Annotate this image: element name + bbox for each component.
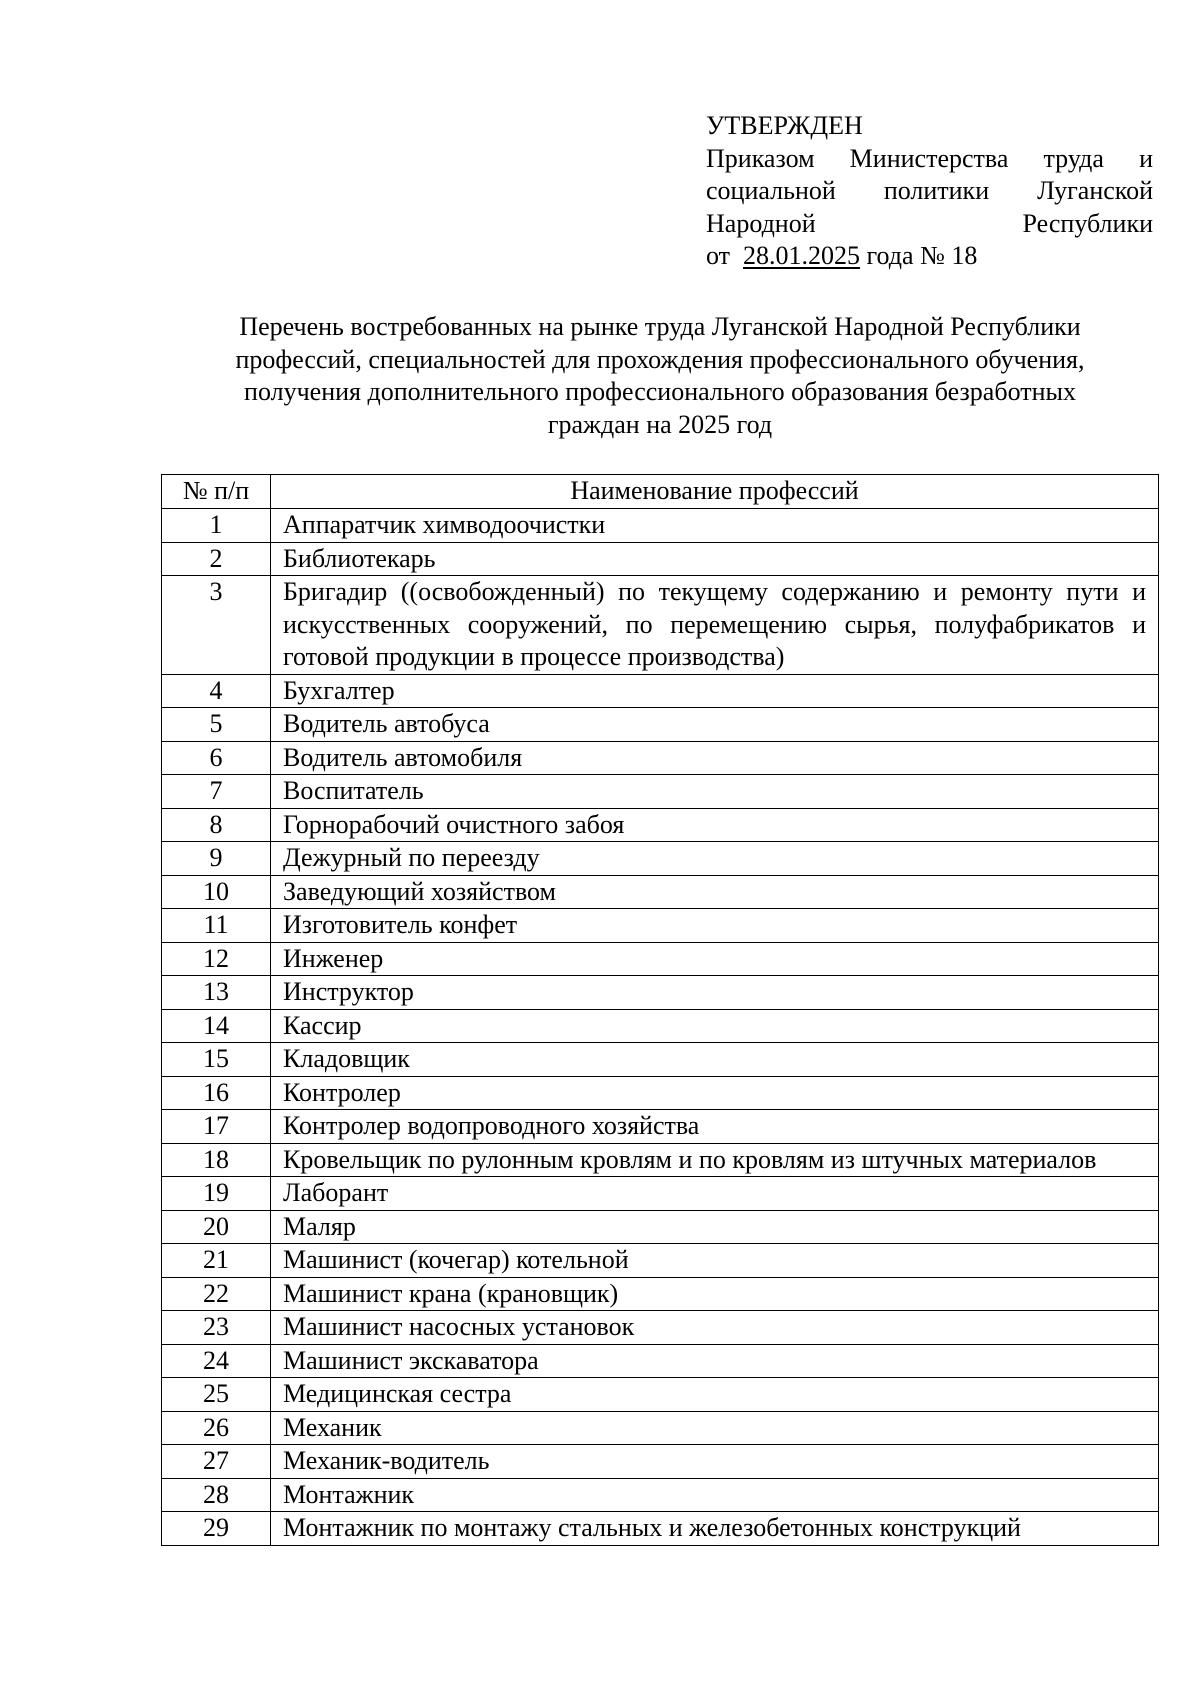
- profession-name: Горнорабочий очистного забоя: [271, 808, 1159, 842]
- row-number: 17: [162, 1110, 271, 1144]
- row-number: 25: [162, 1378, 271, 1412]
- professions-table: [161, 474, 1159, 1546]
- table-row: [162, 1478, 1159, 1512]
- table-row: [162, 842, 1159, 876]
- table-row: [162, 576, 1159, 675]
- row-number: 19: [162, 1177, 271, 1211]
- table-row: [162, 741, 1159, 775]
- row-number: 10: [162, 875, 271, 909]
- table-row: [162, 1110, 1159, 1144]
- table-row: [162, 542, 1159, 576]
- row-number: 26: [162, 1411, 271, 1445]
- profession-name: Водитель автомобиля: [271, 741, 1159, 775]
- row-number: 5: [162, 708, 271, 742]
- table-row: [162, 1009, 1159, 1043]
- row-number: 3: [162, 576, 271, 675]
- table-row: [162, 976, 1159, 1010]
- approval-stamp: [706, 110, 1153, 273]
- profession-name: Монтажник: [271, 1478, 1159, 1512]
- row-number: 9: [162, 842, 271, 876]
- profession-name: Контролер водопроводного хозяйства: [271, 1110, 1159, 1144]
- row-number: 7: [162, 775, 271, 809]
- approval-heading: УТВЕРЖДЕН: [706, 111, 863, 140]
- table-row: [162, 1445, 1159, 1479]
- profession-name: Кассир: [271, 1009, 1159, 1043]
- row-number: 29: [162, 1512, 271, 1546]
- profession-name: Машинист крана (крановщик): [271, 1277, 1159, 1311]
- profession-name: Бригадир ((освобожденный) по текущему содержанию и ремонту пути и искусственных сооружений, по перемещению сырья, полуфабрикатов и готовой продукции в процессе производства): [271, 576, 1159, 675]
- profession-name: Бухгалтер: [271, 674, 1159, 708]
- row-number: 27: [162, 1445, 271, 1479]
- approval-date: 28.01.2025: [743, 241, 861, 270]
- row-number: 22: [162, 1277, 271, 1311]
- row-number: 14: [162, 1009, 271, 1043]
- profession-name: Инженер: [271, 942, 1159, 976]
- table-row: [162, 1143, 1159, 1177]
- row-number: 15: [162, 1043, 271, 1077]
- approval-order-number: года № 18: [866, 241, 978, 270]
- title-line: профессий, специальностей для прохождения профессионального обучения,: [235, 344, 1085, 374]
- profession-name: Монтажник по монтажу стальных и железобетонных конструкций: [271, 1512, 1159, 1546]
- profession-name: Изготовитель конфет: [271, 909, 1159, 943]
- row-number: 24: [162, 1344, 271, 1378]
- row-number: 20: [162, 1210, 271, 1244]
- table-row: [162, 1378, 1159, 1412]
- table-row: [162, 1512, 1159, 1546]
- table-row: [162, 875, 1159, 909]
- profession-name: Кладовщик: [271, 1043, 1159, 1077]
- column-header-profession: Наименование профессий: [271, 475, 1159, 509]
- document-title: [160, 311, 1160, 441]
- table-row: [162, 1043, 1159, 1077]
- table-row: [162, 708, 1159, 742]
- row-number: 16: [162, 1076, 271, 1110]
- row-number: 13: [162, 976, 271, 1010]
- profession-name: Дежурный по переезду: [271, 842, 1159, 876]
- table-row: [162, 1277, 1159, 1311]
- table-header-row: [162, 475, 1159, 509]
- column-header-number: № п/п: [162, 475, 271, 509]
- table-row: [162, 1076, 1159, 1110]
- row-number: 2: [162, 542, 271, 576]
- approval-date-prefix: от: [706, 241, 731, 270]
- profession-name: Маляр: [271, 1210, 1159, 1244]
- table-row: [162, 674, 1159, 708]
- profession-name: Инструктор: [271, 976, 1159, 1010]
- title-line: получения дополнительного профессионального образования безработных: [244, 377, 1076, 406]
- row-number: 8: [162, 808, 271, 842]
- profession-name: Машинист (кочегар) котельной: [271, 1244, 1159, 1278]
- profession-name: Контролер: [271, 1076, 1159, 1110]
- table-row: [162, 775, 1159, 809]
- row-number: 11: [162, 909, 271, 943]
- table-row: [162, 909, 1159, 943]
- row-number: 23: [162, 1311, 271, 1345]
- row-number: 1: [162, 509, 271, 543]
- table-row: [162, 1210, 1159, 1244]
- profession-name: Машинист насосных установок: [271, 1311, 1159, 1345]
- row-number: 21: [162, 1244, 271, 1278]
- profession-name: Библиотекарь: [271, 542, 1159, 576]
- profession-name: Заведующий хозяйством: [271, 875, 1159, 909]
- table-row: [162, 1344, 1159, 1378]
- profession-name: Кровельщик по рулонным кровлям и по кровлям из штучных материалов: [271, 1143, 1159, 1177]
- title-line: Перечень востребованных на рынке труда Луганской Народной Республики: [239, 312, 1081, 341]
- profession-name: Машинист экскаватора: [271, 1344, 1159, 1378]
- table-row: [162, 509, 1159, 543]
- profession-name: Аппаратчик химводоочистки: [271, 509, 1159, 543]
- table-row: [162, 1311, 1159, 1345]
- title-line: граждан на 2025 год: [547, 409, 773, 439]
- row-number: 6: [162, 741, 271, 775]
- profession-name: Воспитатель: [271, 775, 1159, 809]
- profession-name: Водитель автобуса: [271, 708, 1159, 742]
- table-row: [162, 808, 1159, 842]
- approval-date-line: [706, 240, 1153, 273]
- profession-name: Медицинская сестра: [271, 1378, 1159, 1412]
- row-number: 28: [162, 1478, 271, 1512]
- table-row: [162, 1244, 1159, 1278]
- profession-name: Механик-водитель: [271, 1445, 1159, 1479]
- table-row: [162, 942, 1159, 976]
- profession-name: Лаборант: [271, 1177, 1159, 1211]
- row-number: 12: [162, 942, 271, 976]
- row-number: 18: [162, 1143, 271, 1177]
- profession-name: Механик: [271, 1411, 1159, 1445]
- table-row: [162, 1411, 1159, 1445]
- row-number: 4: [162, 674, 271, 708]
- table-row: [162, 1177, 1159, 1211]
- table-body: [162, 509, 1159, 1546]
- approval-order-text: Приказом Министерства труда и социальной политики Луганской Народной Республики: [706, 143, 1153, 238]
